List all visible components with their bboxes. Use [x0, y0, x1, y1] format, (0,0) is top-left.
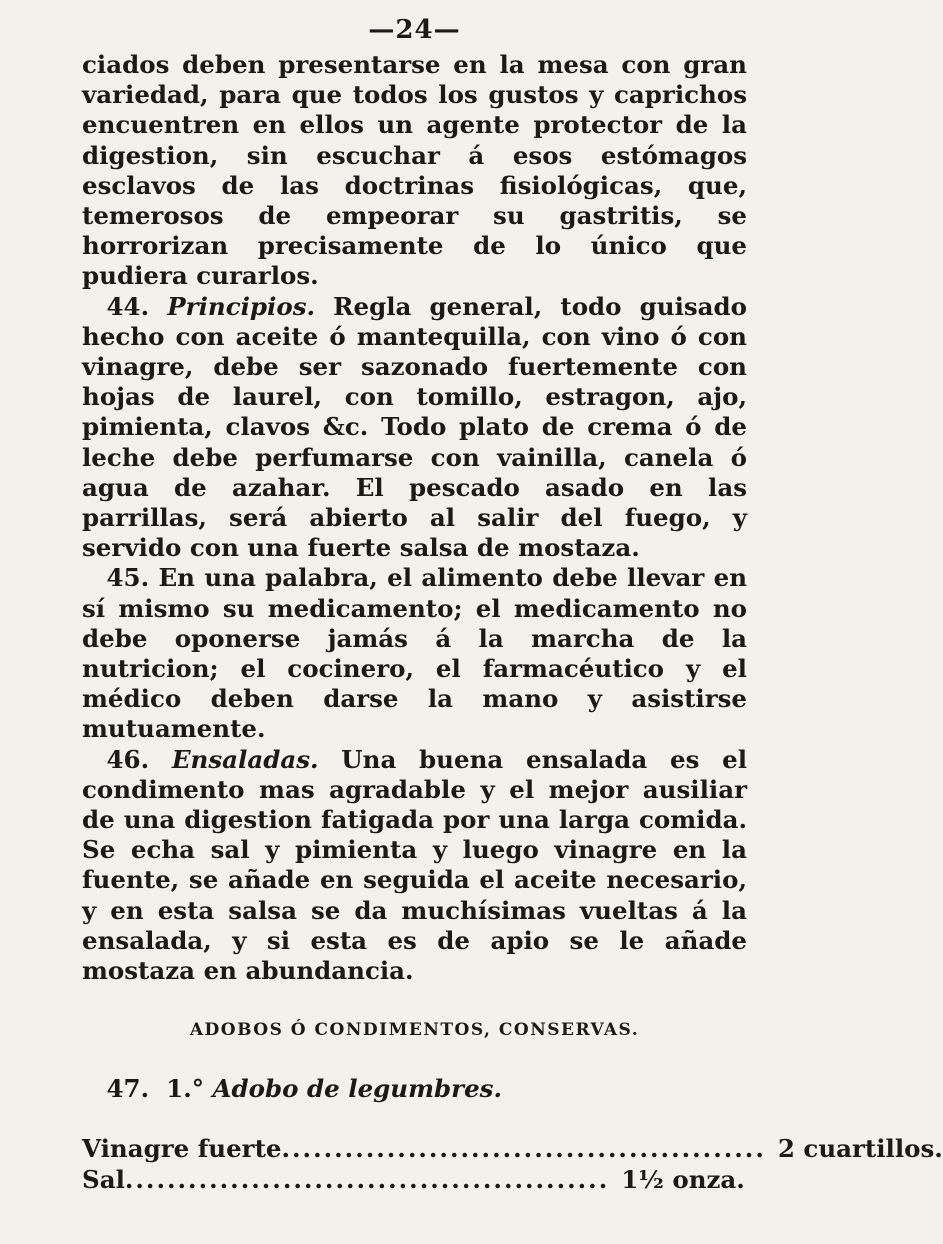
ingredient-name: Vinagre fuerte [82, 1134, 282, 1164]
leader-dots: .............................................. [281, 1134, 766, 1164]
paragraph-body: Una buena ensalada es el condimento mas agradable y el mejor ausiliar de una digestion fatigada por una larga comida. Se echa sal y pimienta y luego vinagre en la fuente, se añade en seguida el aceite necesario, y en esta salsa se da muchísimas vueltas á la ensalada, y si esta es de apio se le añade mostaza en abundancia. [82, 744, 747, 986]
leader-dots: .............................................. [124, 1165, 610, 1195]
ingredient-quantity: 2 cuartillos. [777, 1134, 943, 1164]
paragraph-number: 45. [106, 563, 150, 593]
paragraph-body: Regla general, todo guisado hecho con aceite ó mantequilla, con vino ó con vinagre, debe ser sazonado fuertemente con hojas de laurel, con tomillo, estragon, ajo, pimienta, clavos &c. Todo plato de crema ó de leche debe perfumarse con vainilla, canela ó agua de azahar. El pescado asado en las parrillas, será abierto al salir del fuego, y servido con una fuerte salsa de mostaza. [82, 291, 748, 563]
paragraph-45 [82, 563, 747, 744]
body-text [82, 50, 747, 986]
paragraph-number: 44. [106, 291, 150, 321]
book-page [82, 10, 943, 1195]
page-number: —24— [368, 15, 461, 45]
ingredient-row [82, 1164, 747, 1195]
recipe-ordinal: 1.° [166, 1074, 205, 1104]
paragraph-continuation: ciados deben presentarse en la mesa con gran variedad, para que todos los gustos y caprichos encuentren en ellos un agente protector de la digestion, sin escuchar á esos estómagos esclavos de las doctrinas fisiológicas, que, temerosos de empeorar su gastritis, se horrorizan precisamente de lo único que pudiera curarlos. [82, 50, 747, 291]
paragraph-body: En una palabra, el alimento debe llevar en sí mismo su medicamento; el medicamento no debe oponerse jamás á la marcha de la nutricion; el cocinero, el farmacéutico y el médico deben darse la mano y asistirse mutuamente. [82, 563, 748, 744]
paragraph-46 [82, 745, 747, 987]
paragraph-title: Principios. [167, 291, 316, 321]
recipe-number: 47. [106, 1074, 150, 1104]
section-heading: ADOBOS Ó CONDIMENTOS, CONSERVAS. [189, 1020, 640, 1041]
ingredient-quantity: 1½ onza. [621, 1165, 745, 1195]
ingredient-name: Sal [82, 1165, 125, 1195]
recipe-heading [82, 1074, 747, 1103]
paragraph-number: 46. [106, 744, 150, 774]
paragraph-title: Ensaladas. [171, 744, 319, 774]
ingredient-row [82, 1133, 943, 1164]
paragraph-44 [82, 292, 747, 564]
ingredient-list [82, 1133, 943, 1195]
recipe-title: Adobo de legumbres. [212, 1074, 502, 1104]
